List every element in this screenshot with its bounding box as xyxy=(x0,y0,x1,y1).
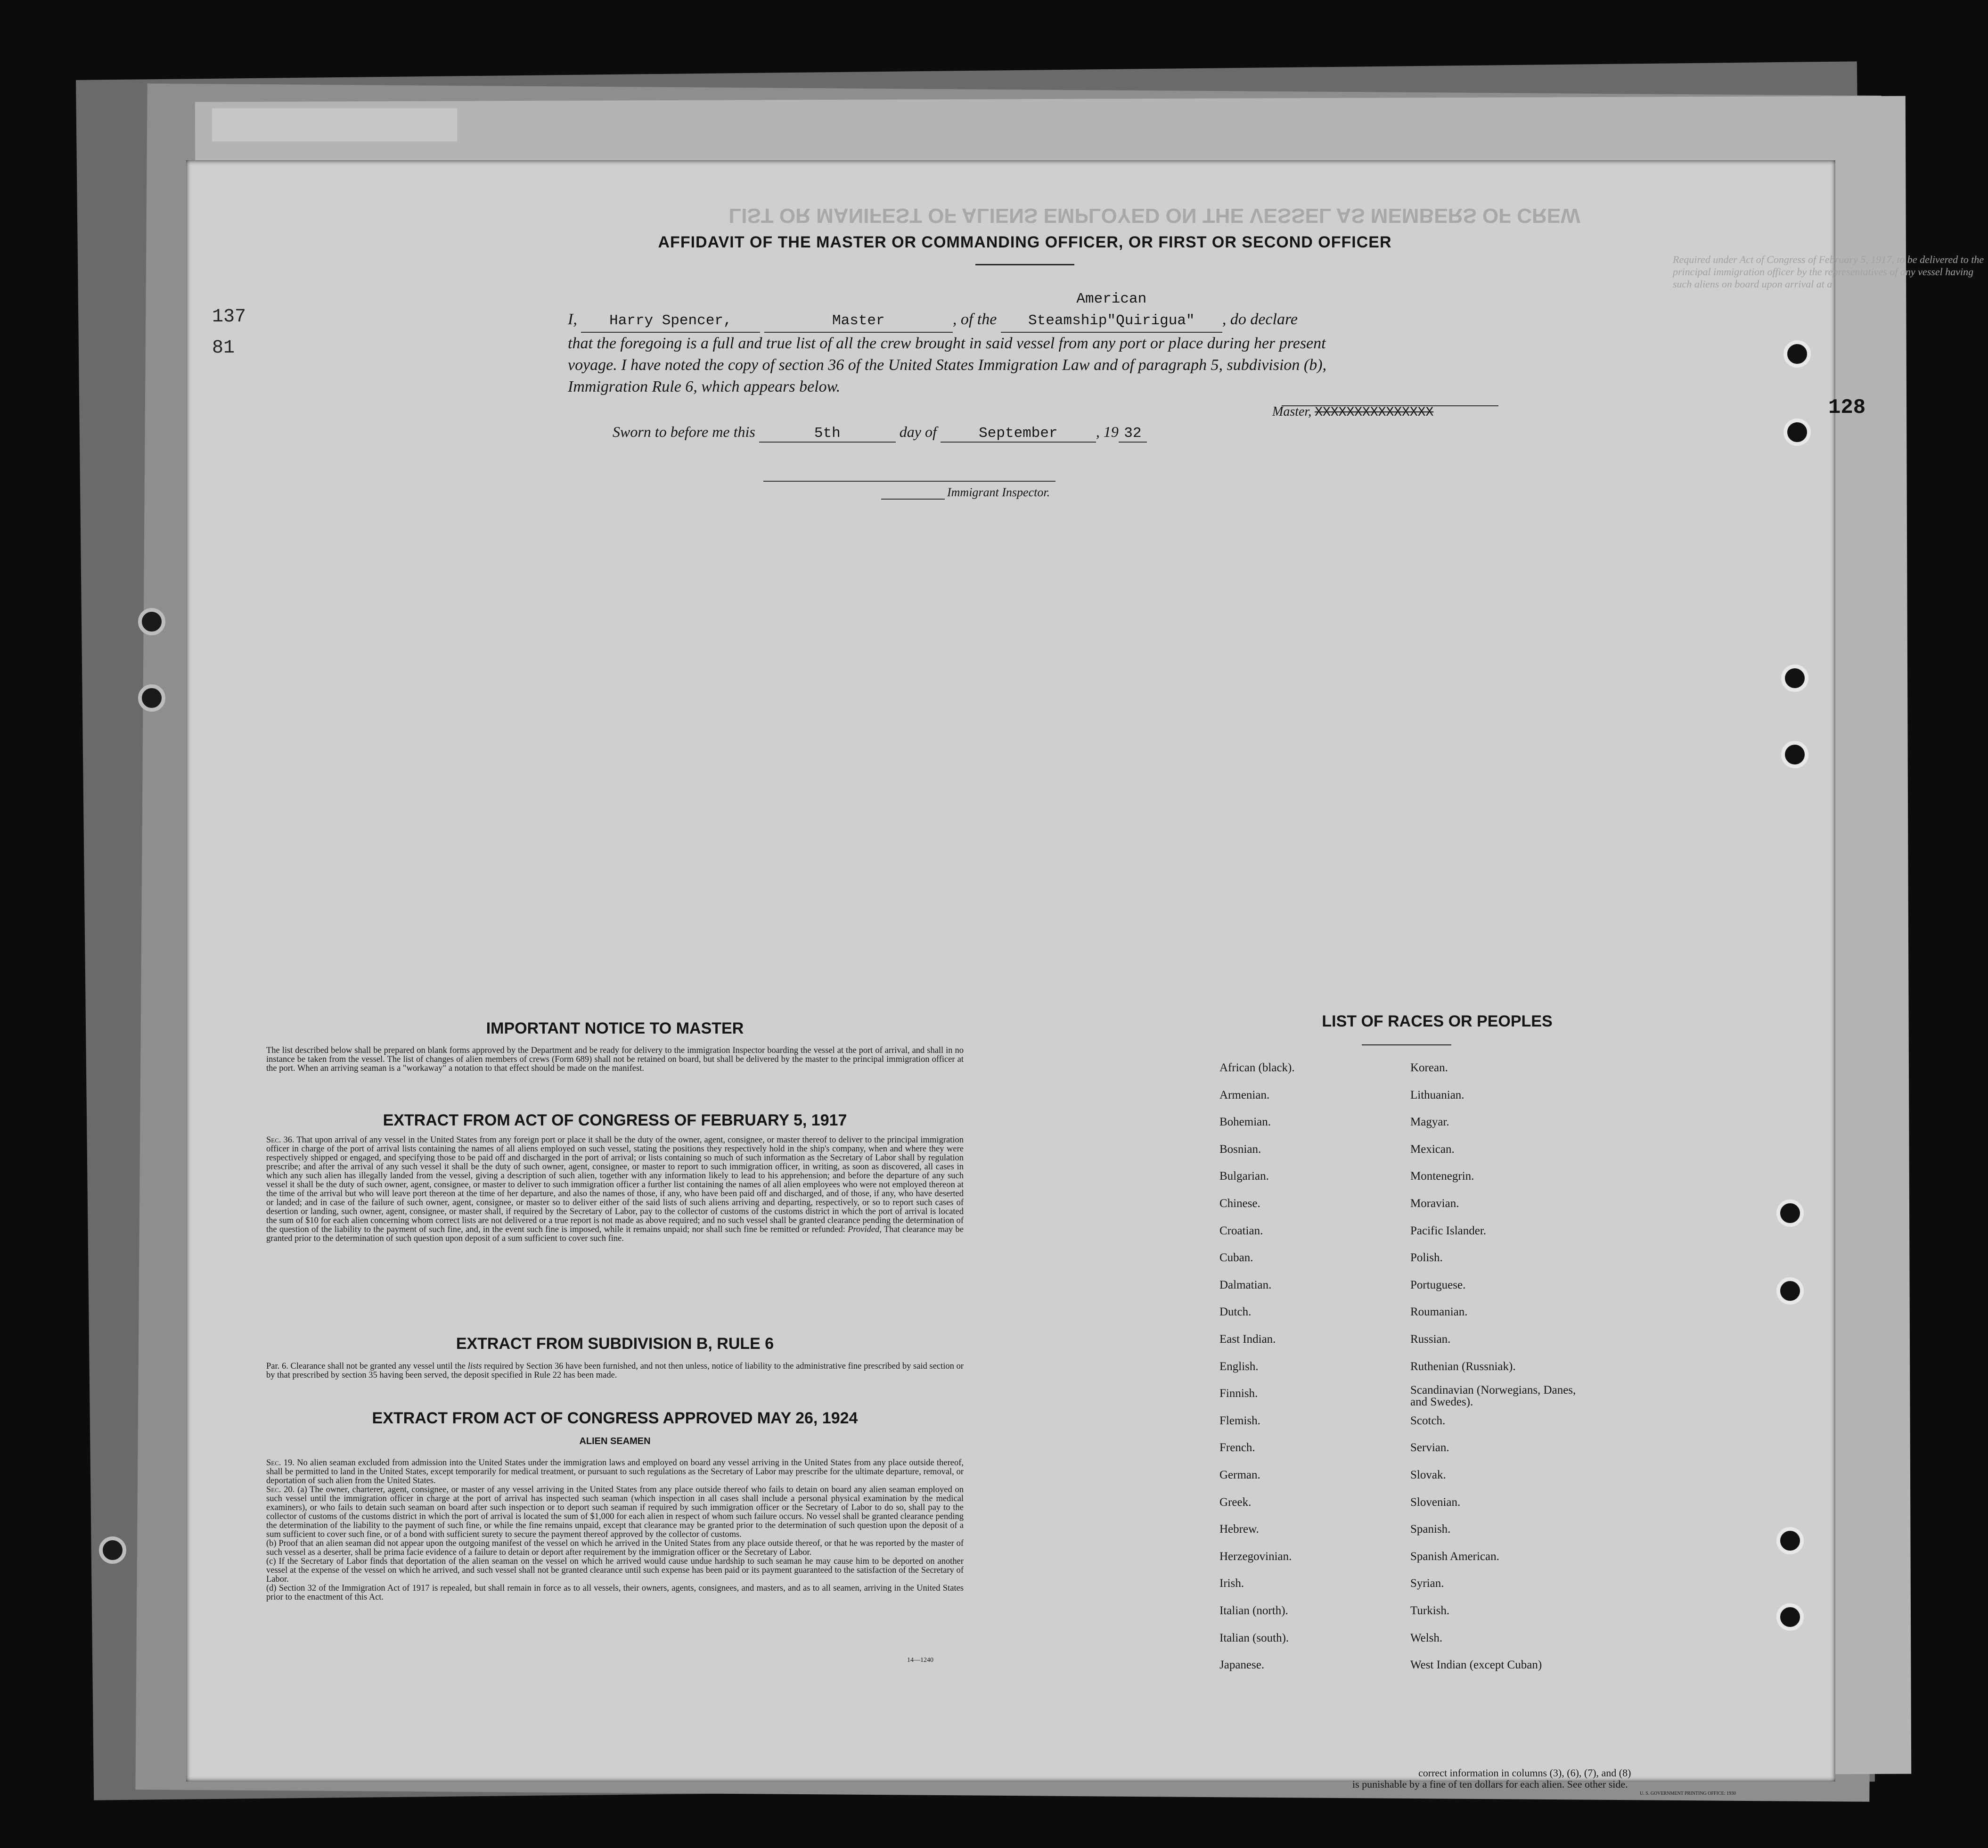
rule6-text: required by Section 36 have been furnished, and not then unless, notice of liability to the administrative fine prescribed by said section or by that prescribed by section 35 having been served, the deposit specified in Rule 22 has been made. xyxy=(266,1362,964,1380)
extract-1917-body xyxy=(266,1136,964,1243)
race-item: Dutch. xyxy=(1219,1306,1252,1318)
declaration-line-2: that the foregoing is a full and true list of all the crew brought in said vessel from any port or place during her present xyxy=(568,335,1326,352)
rule6-text: Par. 6. Clearance shall not be granted any vessel until the xyxy=(266,1362,466,1371)
master-label: Master, xyxy=(1272,404,1312,419)
extract-1924-body xyxy=(266,1459,964,1602)
struck-title: XXXXXXXXXXXXXXX xyxy=(1315,405,1434,420)
margin-note xyxy=(212,302,246,364)
race-item: Greek. xyxy=(1219,1496,1252,1509)
affidavit-title: AFFIDAVIT OF THE MASTER OR COMMANDING OFFICER, OR FIRST OR SECOND OFFICER xyxy=(658,233,1392,251)
race-item: Chinese. xyxy=(1219,1197,1260,1210)
race-item: Polish. xyxy=(1410,1251,1443,1264)
declaration-line-1 xyxy=(568,288,1482,333)
year-prefix: , 19 xyxy=(1096,423,1119,440)
binder-hole xyxy=(138,608,165,635)
extract-rule6-body xyxy=(266,1362,964,1380)
section-label: Sec. 20. xyxy=(266,1485,295,1495)
race-item: Cuban. xyxy=(1219,1251,1253,1264)
name-field: Harry Spencer, xyxy=(581,310,760,333)
race-item: French. xyxy=(1219,1441,1255,1454)
day-of-text: day of xyxy=(899,423,937,440)
section-text: (a) The owner, charterer, agent, consignee, or master of any vessel arriving in the United States from any place outside thereof who fails to detain on board any alien seaman employed on such vessel until the immigration officer in charge at the port of arrival has inspected such seaman (which inspection in all cases shall include a personal physical examination by the medical examiners), or who fails to detain such seaman on board after such inspection or to deport such seaman if required by such immigration officer or the Secretary of Labor to do so, shall pay to the collector of customs of the customs district in which the port of arrival is located the sum of $1,000 for each alien in respect of whom such failure occurs. No vessel shall be granted clearance pending the determination of the liability to the payment of such fine, or while the fine remains unpaid, except that clearance may be granted prior to the determination of such question upon the deposit of a sum sufficient to cover such fine, or of a bond with sufficient surety to secure the payment thereof approved by the collector of customs. xyxy=(266,1485,964,1539)
race-item: Dalmatian. xyxy=(1219,1279,1272,1291)
month-field: September xyxy=(941,425,1096,443)
binder-hole xyxy=(1776,1527,1804,1554)
of-the-text: , of the xyxy=(952,311,997,328)
race-item: Syrian. xyxy=(1410,1577,1444,1590)
sec20-paragraph xyxy=(266,1486,964,1539)
race-item: Montenegrin. xyxy=(1410,1170,1474,1183)
binder-hole xyxy=(99,1536,126,1564)
race-item: Korean. xyxy=(1410,1061,1448,1074)
race-item: Turkish. xyxy=(1410,1604,1450,1617)
sworn-statement xyxy=(613,423,1147,443)
sheet-tab xyxy=(212,108,457,141)
page-number: 128 xyxy=(1828,396,1866,419)
race-item: Slovak. xyxy=(1410,1469,1446,1481)
ghost-manifest-header: LIST OR MANIFEST OF ALIENS EMPLOYED ON THE VESSEL AS MEMBERS OF CREW xyxy=(728,204,1580,227)
race-item: Hebrew. xyxy=(1219,1523,1259,1536)
race-item: Spanish. xyxy=(1410,1523,1451,1536)
section-label: Sec. 19. xyxy=(266,1458,295,1468)
alien-seamen-subhead: ALIEN SEAMEN xyxy=(579,1436,651,1446)
day-field: 5th xyxy=(759,425,896,443)
sworn-text: Sworn to before me this xyxy=(613,423,755,440)
footnote-line: correct information in columns (3), (6), (7), and (8) xyxy=(1418,1767,1631,1779)
declaration-i: I, xyxy=(568,311,577,328)
race-item: Slovenian. xyxy=(1410,1496,1461,1509)
race-item: Italian (south). xyxy=(1219,1632,1289,1644)
sec19-paragraph xyxy=(266,1459,964,1486)
race-item: Finnish. xyxy=(1219,1387,1258,1400)
race-item: Croatian. xyxy=(1219,1224,1263,1237)
race-item: Herzegovinian. xyxy=(1219,1550,1292,1563)
section-text: That upon arrival of any vessel in the United States from any foreign port or place it shall be the duty of the owner, agent, consignee, or master thereof to deliver to the principal immigration officer in charge of the port of arrival lists containing the names of all aliens employed on such vessel, stating the positions they respectively hold in the ship's company, when and where they were respectively shipped or engaged, and specifying those to be paid off and discharged in the port of arrival; or lists containing so much of such information as the Secretary of Labor shall by regulation prescribe; and after the arrival of any such vessel it shall be the duty of such owner, agent, consignee, or master to report to such immigration officer, in writing, as soon as discovered, all cases in which any such alien has illegally landed from the vessel, giving a description of such alien, together with any information likely to lead to his apprehension; and before the departure of any such vessel it shall be the duty of such owner, agent, consignee, or master to deliver to such immigration officer a further list containing the names of all alien employees who were not employed thereon at the time of the arrival but who will leave port thereon at the time of her departure, and also the names of those, if any, who have been paid off and discharged, and of those, if any, who have deserted or landed; and in case of the failure of such owner, agent, consignee, or master so to deliver either of the said lists of such aliens arriving and departing, respectively, or so to report such cases of desertion or landing, such owner, agent, consignee, or master shall, if required by the Secretary of Labor, pay to the collector of customs of the customs district in which the port of arrival is located the sum of $10 for each alien concerning whom correct lists are not delivered or a true report is not made as above required; and no such vessel shall be granted clearance pending the determination of the question of the liability to the payment of such fine, and, in the event such fine is imposed, while it remains unpaid; nor shall such fine be remitted or refunded: xyxy=(266,1135,964,1234)
race-item: English. xyxy=(1219,1360,1259,1373)
vessel-field: American Steamship"Quirigua" xyxy=(1001,288,1222,333)
race-item: Russian. xyxy=(1410,1333,1451,1346)
ghost-subline: Required under Act of Congress of February 5, 1917, to be delivered to the principal immigration officer by the representatives of any vessel having such aliens on board upon arrival at a xyxy=(1673,254,1984,290)
sec20-paragraph: (c) If the Secretary of Labor finds that deportation of the alien seaman on the vessel on which he arrived would cause undue hardship to such seaman he may cause him to be deported on another vessel at the expense of the vessel on which he arrived, and such vessel shall not be granted clearance until such expense has been paid or its payment guaranteed to the satisfaction of the Secretary of Labor. xyxy=(266,1557,964,1584)
race-item: Irish. xyxy=(1219,1577,1244,1590)
race-item: Bosnian. xyxy=(1219,1143,1261,1156)
extract-rule6-title: EXTRACT FROM SUBDIVISION B, RULE 6 xyxy=(456,1335,774,1353)
race-item: Servian. xyxy=(1410,1441,1449,1454)
race-item: Bohemian. xyxy=(1219,1116,1271,1128)
year-field: 32 xyxy=(1119,425,1147,443)
extract-1924-title: EXTRACT FROM ACT OF CONGRESS APPROVED MAY 26, 1924 xyxy=(372,1409,858,1427)
races-title: LIST OF RACES OR PEOPLES xyxy=(1322,1012,1553,1030)
binder-hole xyxy=(138,684,165,712)
declaration-line-4: Immigration Rule 6, which appears below. xyxy=(568,378,841,395)
race-item: Bulgarian. xyxy=(1219,1170,1269,1183)
race-item: Magyar. xyxy=(1410,1116,1449,1128)
section-label: Sec. 36. xyxy=(266,1135,295,1145)
form-code: 14—1240 xyxy=(907,1657,933,1664)
binder-hole xyxy=(1776,1603,1804,1631)
inspector-signature-line xyxy=(763,481,1055,482)
race-item: Lithuanian. xyxy=(1410,1089,1464,1101)
race-item: Japanese. xyxy=(1219,1659,1265,1671)
notice-body: The list described below shall be prepared on blank forms approved by the Department and be ready for delivery to the immigration Inspector boarding the vessel at the port of arrival, and shall in no instance be taken from the vessel. The list of changes of alien members of crews (Form 689) shall not be retained on board, but shall be delivered by the master to the principal immigration officer at the port. When an arriving seaman is a "workaway" a notation to that effect should be made on the manifest. xyxy=(266,1046,964,1073)
sec20-paragraph: (b) Proof that an alien seaman did not appear upon the outgoing manifest of the vessel on which he arrived in the United States from any place outside thereof, or that he was reported by the master of such vessel as a deserter, shall be prima facie evidence of a failure to detain or deport after requirement by the immigration officer or the Secretary of Labor. xyxy=(266,1539,964,1557)
notice-title: IMPORTANT NOTICE TO MASTER xyxy=(486,1019,744,1037)
footnote-line: is punishable by a fine of ten dollars for each alien. See other side. xyxy=(1352,1778,1628,1790)
race-item: Portuguese. xyxy=(1410,1279,1466,1291)
binder-hole xyxy=(1783,419,1811,446)
binder-hole xyxy=(1781,665,1808,692)
inspector-signature-line xyxy=(881,499,945,500)
section-text: No alien seaman excluded from admission into the United States under the immigration laws and employed on board any vessel arriving in the United States from any place outside thereof, shall be permitted to land in the United States, except temporarily for medical treatment, or pursuant to such regulations as the Secretary of Labor may prescribe for the ultimate departure, removal, or deportation of such alien from the United States. xyxy=(266,1458,964,1486)
footnote xyxy=(1352,1767,1776,1790)
race-item: Flemish. xyxy=(1219,1414,1260,1427)
race-item: African (black). xyxy=(1219,1061,1295,1074)
printer-imprint: U. S. GOVERNMENT PRINTING OFFICE: 1930 xyxy=(1640,1791,1736,1796)
affidavit-declaration xyxy=(568,288,1482,398)
binder-hole xyxy=(1776,1277,1804,1305)
race-item: Mexican. xyxy=(1410,1143,1455,1156)
race-item: Scandinavian (Norwegians, Danes, and Swedes). xyxy=(1410,1384,1576,1408)
race-item: Welsh. xyxy=(1410,1632,1443,1644)
master-signature-label xyxy=(1272,404,1433,420)
rank-field: Master xyxy=(764,310,953,333)
extract-1917-title: EXTRACT FROM ACT OF CONGRESS OF FEBRUARY 5, 1917 xyxy=(383,1111,847,1129)
race-item: East Indian. xyxy=(1219,1333,1276,1346)
inspector-label: Immigrant Inspector. xyxy=(947,485,1050,499)
race-item: Spanish American. xyxy=(1410,1550,1499,1563)
races-title-rule xyxy=(1362,1044,1451,1045)
sec20-paragraph: (d) Section 32 of the Immigration Act of 1917 is repealed, but shall remain in force as to all vessels, their owners, agents, consignees, and masters, and as to all seamen, arriving in the United States prior to the enactment of this Act. xyxy=(266,1584,964,1602)
race-item: Armenian. xyxy=(1219,1089,1270,1101)
section-tail: That clearance may be granted prior to the determination of such question upon deposit of a sum sufficient to cover such fine. xyxy=(266,1225,964,1243)
race-item: Pacific Islander. xyxy=(1410,1224,1487,1237)
race-item: Scotch. xyxy=(1410,1414,1446,1427)
binder-hole xyxy=(1781,741,1808,768)
binder-hole xyxy=(1776,1199,1804,1227)
declaration-line-3: voyage. I have noted the copy of section 36 of the United States Immigration Law and of paragraph 5, subdivision (b), xyxy=(568,356,1327,374)
provided-word: Provided, xyxy=(848,1225,882,1234)
race-item: Roumanian. xyxy=(1410,1306,1468,1318)
race-item: Moravian. xyxy=(1410,1197,1459,1210)
binder-hole xyxy=(1783,340,1811,368)
title-rule xyxy=(975,264,1074,265)
race-item: Italian (north). xyxy=(1219,1604,1288,1617)
race-item: West Indian (except Cuban) xyxy=(1410,1659,1542,1671)
race-item: Ruthenian (Russniak). xyxy=(1410,1360,1516,1373)
lists-word: lists xyxy=(467,1362,482,1371)
margin-note-line: 137 xyxy=(212,306,246,328)
do-declare-text: , do declare xyxy=(1222,311,1298,328)
margin-note-line: 81 xyxy=(212,337,235,359)
race-item: German. xyxy=(1219,1469,1260,1481)
